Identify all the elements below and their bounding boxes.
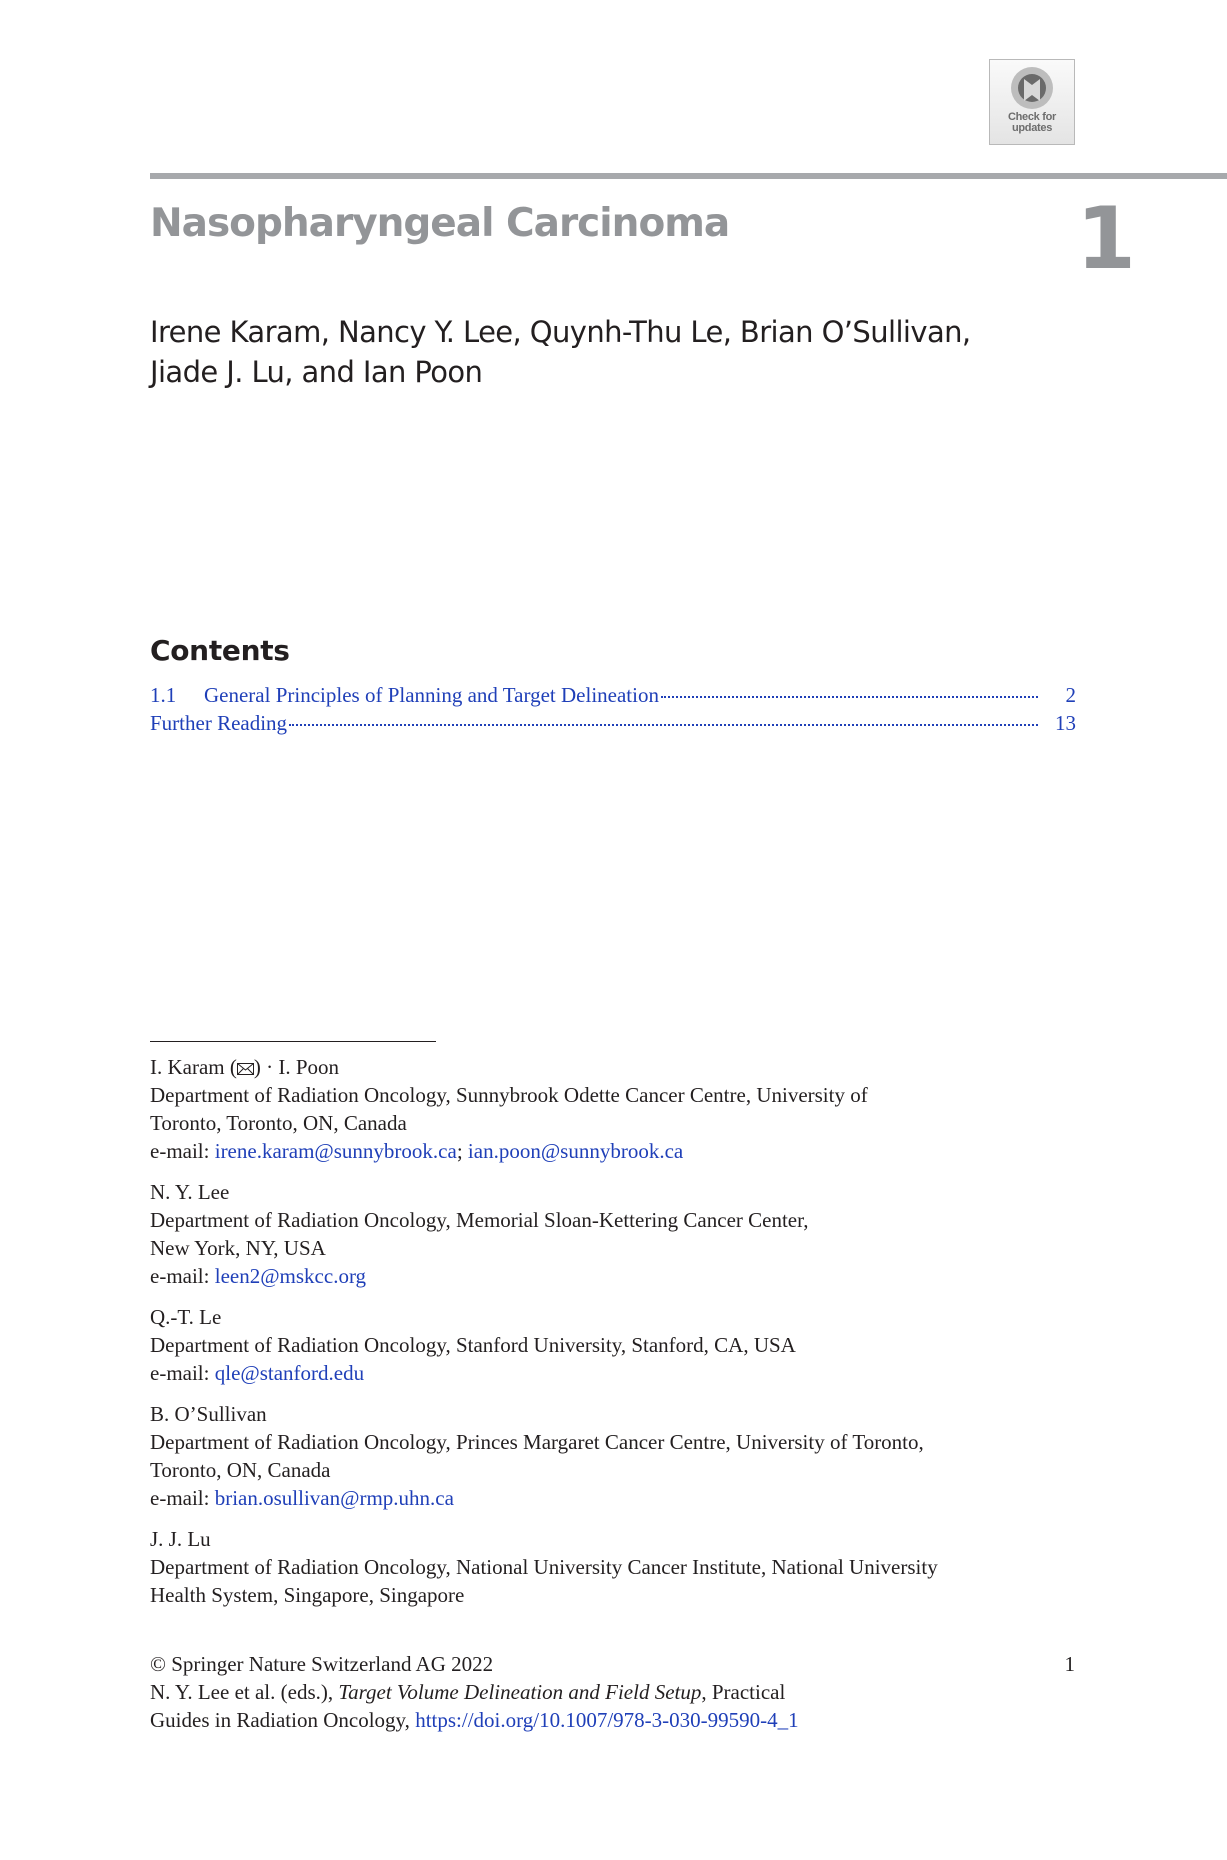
book-title: Target Volume Delineation and Field Setup (338, 1680, 702, 1704)
affiliation-line: New York, NY, USA (150, 1236, 326, 1260)
authors-line: Irene Karam, Nancy Y. Lee, Quynh-Thu Le, Brian O’Sullivan, (150, 315, 971, 349)
affiliation-names: Q.-T. Le (150, 1305, 222, 1329)
affiliation-line: Department of Radiation Oncology, Sunnybrook Odette Cancer Centre, University of (150, 1083, 868, 1107)
toc-page-number[interactable]: 13 (1055, 711, 1076, 735)
affiliation-email: e-mail: irene.karam@sunnybrook.ca; ian.poon@sunnybrook.ca (150, 1139, 684, 1163)
email-link[interactable]: ian.poon@sunnybrook.ca (467, 1139, 684, 1163)
toc-title[interactable]: Further Reading (150, 711, 288, 735)
email-link[interactable]: irene.karam@sunnybrook.ca (214, 1139, 457, 1163)
toc-section-number: 1.1 (150, 683, 177, 707)
citation-line: N. Y. Lee et al. (eds.), Target Volume Delineation and Field Setup, Practical (150, 1680, 786, 1704)
affiliation-block (150, 1525, 1070, 1609)
copyright-block (150, 1650, 1080, 1734)
author-affiliations (150, 1053, 1070, 1622)
chapter-title: Nasopharyngeal Carcinoma (150, 201, 730, 246)
affiliation-email: e-mail: qle@stanford.edu (150, 1361, 365, 1385)
chapter-header-rule (150, 173, 1227, 179)
citation-line: Guides in Radiation Oncology, https://doi.org/10.1007/978-3-030-99590-4_1 (150, 1708, 799, 1732)
contents-heading: Contents (150, 634, 290, 667)
affiliation-email: e-mail: brian.osullivan@rmp.uhn.ca (150, 1486, 454, 1510)
check-for-updates-badge[interactable] (989, 59, 1075, 145)
authors-line: Jiade J. Lu, and Ian Poon (150, 355, 483, 389)
toc-title[interactable]: General Principles of Planning and Target Delineation (204, 683, 659, 707)
toc-entry[interactable] (150, 683, 1076, 711)
toc-leader-dots (661, 696, 1038, 698)
email-link[interactable]: leen2@mskcc.org (214, 1264, 367, 1288)
chapter-number: 1 (1076, 189, 1136, 289)
table-of-contents (150, 683, 1076, 739)
email-link[interactable]: brian.osullivan@rmp.uhn.ca (214, 1486, 454, 1510)
affiliation-names: B. O’Sullivan (150, 1402, 267, 1426)
affiliation-line: Department of Radiation Oncology, Memorial Sloan-Kettering Cancer Center, (150, 1208, 809, 1232)
toc-page-number[interactable]: 2 (1065, 683, 1076, 707)
affiliation-names: N. Y. Lee (150, 1180, 230, 1204)
copyright-line: © Springer Nature Switzerland AG 2022 (150, 1652, 494, 1676)
footnote-rule (150, 1041, 436, 1042)
affiliation-line: Toronto, ON, Canada (150, 1458, 331, 1482)
page-number: 1 (1064, 1652, 1075, 1676)
affiliation-names: I. Karam ( ) · I. Poon (150, 1055, 340, 1079)
author-list (150, 312, 1050, 392)
crossmark-icon (1009, 65, 1055, 111)
affiliation-email: e-mail: leen2@mskcc.org (150, 1264, 367, 1288)
email-link[interactable]: qle@stanford.edu (214, 1361, 365, 1385)
affiliation-line: Health System, Singapore, Singapore (150, 1583, 465, 1607)
affiliation-block (150, 1178, 1070, 1290)
badge-label: Check for updates (1007, 111, 1057, 134)
affiliation-line: Toronto, Toronto, ON, Canada (150, 1111, 407, 1135)
affiliation-line: Department of Radiation Oncology, National University Cancer Institute, National University (150, 1555, 938, 1579)
affiliation-line: Department of Radiation Oncology, Princes Margaret Cancer Centre, University of Toronto, (150, 1430, 924, 1454)
affiliation-block (150, 1400, 1070, 1512)
toc-leader-dots (289, 724, 1038, 726)
affiliation-block (150, 1053, 1070, 1165)
toc-entry[interactable] (150, 711, 1076, 739)
affiliation-line: Department of Radiation Oncology, Stanford University, Stanford, CA, USA (150, 1333, 796, 1357)
envelope-icon (237, 1063, 254, 1075)
affiliation-block (150, 1303, 1070, 1387)
affiliation-names: J. J. Lu (150, 1527, 211, 1551)
doi-link[interactable]: https://doi.org/10.1007/978-3-030-99590-4_1 (415, 1708, 799, 1732)
